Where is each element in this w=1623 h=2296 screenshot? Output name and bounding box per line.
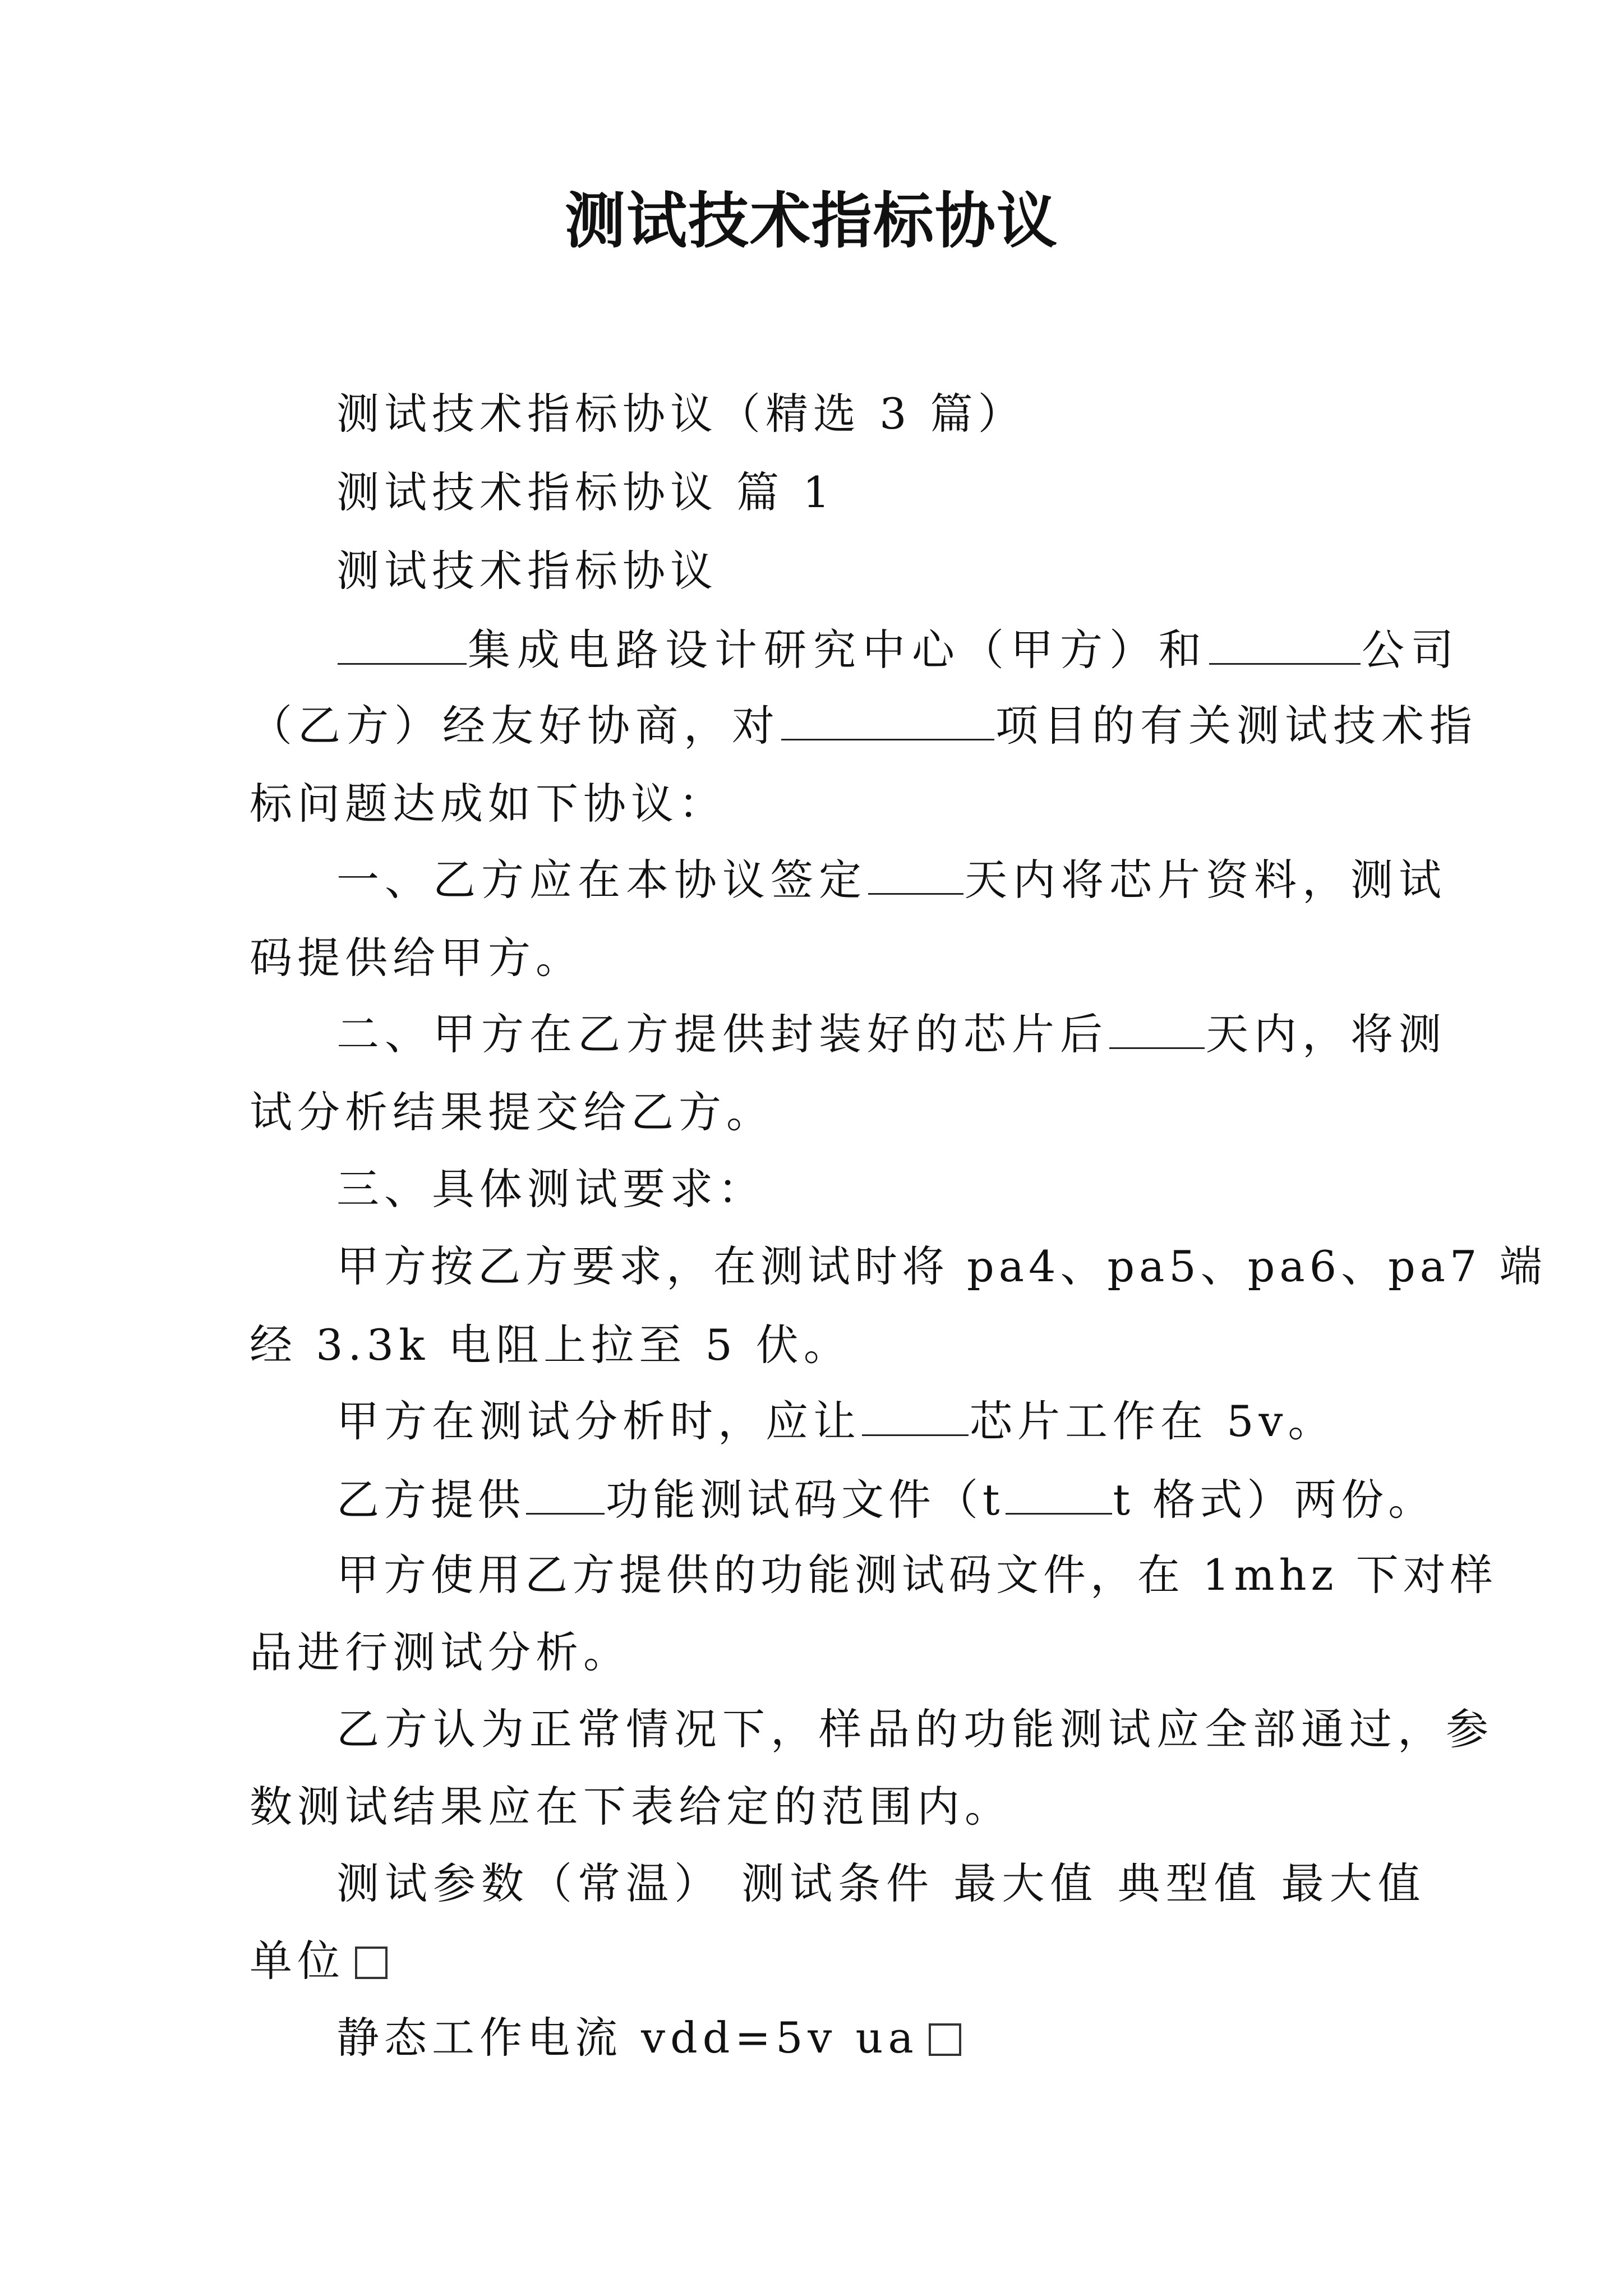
item-3-heading: 三、具体测试要求： <box>336 1164 766 1214</box>
item-1-line-1 <box>336 855 1447 905</box>
blank-field <box>338 628 467 665</box>
table-row-1 <box>336 2013 961 2063</box>
paragraph-1-line-3: 标问题达成如下协议： <box>250 779 726 829</box>
text-segment: 甲方在测试分析时，应让 <box>336 1396 861 1446</box>
requirement-3 <box>336 1475 1436 1525</box>
text-segment: 芯片工作在 5v。 <box>970 1396 1336 1446</box>
document-title: 测试技术指标协议 <box>564 186 1058 256</box>
sub-heading: 测试技术指标协议 <box>336 546 718 596</box>
blank-field <box>1109 1013 1205 1049</box>
item-2-line-2: 试分析结果提交给乙方。 <box>250 1087 774 1137</box>
requirement-1-line-2: 经 3.3k 电阻上拉至 5 伏。 <box>250 1320 851 1370</box>
text-segment: 天内，将测 <box>1206 1009 1447 1059</box>
text-segment: 天内将芯片资料，测试 <box>965 855 1447 905</box>
intro-line: 测试技术指标协议（精选 3 篇） <box>336 389 1026 439</box>
blank-field <box>781 704 994 740</box>
requirement-4-line-2: 品进行测试分析。 <box>250 1627 631 1677</box>
paragraph-1-line-1 <box>336 625 1460 675</box>
blank-field <box>526 1478 605 1515</box>
blank-field <box>862 1400 969 1436</box>
text-segment: 静态工作电流 vdd=5v ua <box>336 2013 919 2063</box>
checkbox-icon <box>929 2023 961 2056</box>
item-2-line-1 <box>336 1009 1447 1059</box>
blank-field <box>868 858 963 895</box>
text-segment: 一、乙方应在本协议签定 <box>336 855 867 905</box>
text-segment: 集成电路设计研究中心（甲方）和 <box>468 625 1208 675</box>
checkbox-icon <box>355 1947 388 1979</box>
text-segment: t 格式）两份。 <box>1113 1475 1436 1525</box>
text-segment: （乙方）经友好协商，对 <box>250 701 780 751</box>
requirement-5-line-1: 乙方认为正常情况下，样品的功能测试应全部通过，参 <box>336 1704 1494 1754</box>
paragraph-1-line-2 <box>250 701 1478 751</box>
table-header-line-1: 测试参数（常温） 测试条件 最大值 典型值 最大值 <box>336 1858 1426 1908</box>
blank-field <box>1006 1478 1112 1515</box>
requirement-2 <box>336 1396 1336 1446</box>
text-segment: 功能测试码文件（t <box>606 1475 1004 1525</box>
part-heading: 测试技术指标协议 篇 1 <box>336 467 835 517</box>
text-segment: 公司 <box>1362 625 1460 675</box>
item-1-line-2: 码提供给甲方。 <box>250 933 583 983</box>
table-header-line-2 <box>250 1936 388 1986</box>
text-segment: 项目的有关测试技术指 <box>995 701 1478 751</box>
text-segment: 单位 <box>250 1936 345 1986</box>
requirement-5-line-2: 数测试结果应在下表给定的范围内。 <box>250 1782 1012 1832</box>
text-segment: 乙方提供 <box>336 1475 525 1525</box>
requirement-4-line-1: 甲方使用乙方提供的功能测试码文件，在 1mhz 下对样 <box>336 1550 1497 1600</box>
blank-field <box>1209 628 1361 665</box>
requirement-1-line-1: 甲方按乙方要求，在测试时将 pa4、pa5、pa6、pa7 端 <box>336 1241 1547 1291</box>
text-segment: 二、甲方在乙方提供封装好的芯片后 <box>336 1009 1108 1059</box>
